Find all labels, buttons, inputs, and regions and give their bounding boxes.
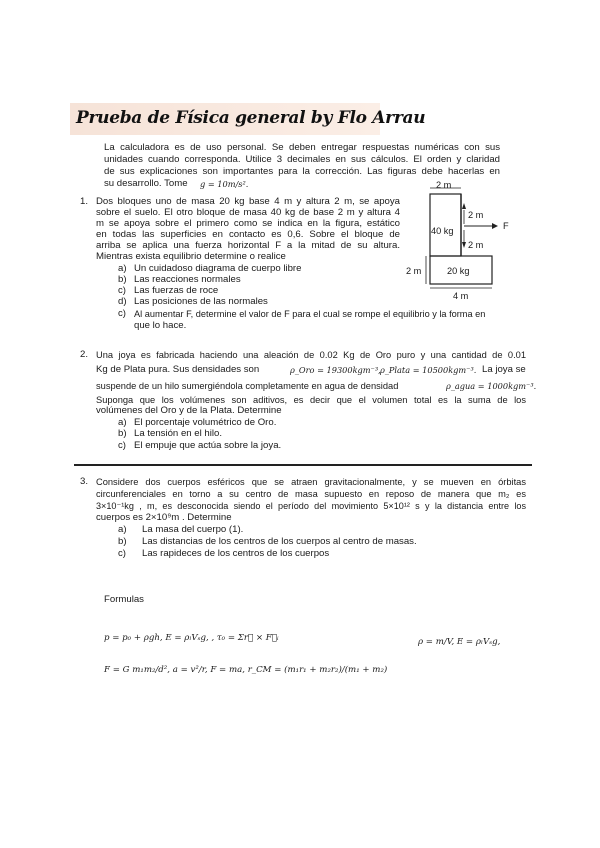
lower-dim-arrow-down [462,242,466,248]
problem-1-item-a-label: a) [118,263,127,274]
problem-1-line-3: m se apoya sobre el primero como se indica en la figura, estático [96,218,400,229]
problem-1-line-6: Mientras exista equilibrio determine o realice [96,251,286,262]
intro-line-2: unidades cuando corresponda. Utilice 3 decimales en sus cálculos. El orden y claridad [104,154,500,165]
problem-3-item-c-label: c) [118,548,126,559]
upper-dim-arrow-up [462,203,466,209]
force-arrow-head [492,223,498,229]
problem-1-line-2: sobre el suelo. El otro bloque de masa 40 kg de base 2 m y altura 4 [96,207,400,218]
formula-line-1: p = p₀ + ρgh, E = ρₗVₛg, , τ₀ = Σr⃗ × F⃗ᵢ [104,633,279,643]
rho-gold: ρ_Oro = 19300kgm⁻³, [290,365,381,375]
problem-3-item-a: La masa del cuerpo (1). [142,524,244,535]
problem-1-item-d: Las posiciones de las normales [134,296,268,307]
upper-block [430,194,461,256]
formulas-heading: Formulas [104,594,144,605]
top-width-label: 2 m [436,180,452,190]
problem-1-item-e: Al aumentar F, determine el valor de F para el cual se rompe el equilibrio y la forma en [134,309,486,319]
problem-1-item-b: Las reacciones normales [134,274,241,285]
problem-2-item-a-label: a) [118,417,127,428]
problem-3-number: 3. [80,476,89,487]
problem-1-item-c-label: c) [118,285,126,296]
problem-1-line-5: arriba se aplica una fuerza horizontal F a la mitad de su altura. [96,240,400,251]
problem-2-line-1: Una joya es fabricada haciendo una aleación de 0.02 Kg de Oro puro y una cantidad de 0.01 [96,350,526,360]
gravity-expression: g = 10m/s². [200,179,249,189]
problem-2-line-3a: suspende de un hilo sumergiéndola completamente en agua de densidad [96,381,399,391]
problem-1-number: 1. [80,196,89,207]
problem-3-line-2: circunferenciales en torno a su centro de masa supuesto en reposo de manera que m₂ es [96,489,526,499]
problem-3-item-c: Las rapideces de los centros de los cuerpos [142,548,330,559]
problem-3-item-a-label: a) [118,524,127,535]
problem-3-line-3: 3×10⁻¹kg , m, es desconocida siendo el período del movimiento 5×10¹² s y la distancia entre los [96,501,526,511]
force-label: F [503,221,509,231]
lower-height-label: 2 m [468,240,484,250]
intro-line-1: La calculadora es de uso personal. Se deben entregar respuestas numéricas con sus [104,142,500,153]
problem-1-item-d-label: d) [118,296,127,307]
problem-3-item-b-label: b) [118,536,127,547]
bottom-mass-label: 20 kg [447,266,470,276]
problem-2-item-c-label: c) [118,440,126,451]
intro-line-4: su desarrollo. Tome [104,178,188,189]
problem-1-item-e-cont: que lo hace. [134,320,187,331]
intro-line-3: de sus explicaciones son importantes para la corrección. Las figuras debe hacerlas en [104,166,500,177]
problem-3-line-4: cuerpos es 2×10⁹m . Determine [96,512,232,523]
problem-1-item-b-label: b) [118,274,127,285]
problem-3-line-1: Considere dos cuerpos esféricos que se atraen gravitacionalmente, y se mueven en órbitas [96,477,526,487]
bottom-height-label: 2 m [406,266,422,276]
bottom-width-label: 4 m [453,291,469,301]
problem-2-number: 2. [80,349,89,360]
problem-1-line-4: en todas las superficies en contacto es 0,6. Sobre el bloque de [96,229,400,240]
formula-density-buoyancy: ρ = m/V, E = ρₗVₛg, [418,637,501,647]
problem-1-item-a: Un cuidadoso diagrama de cuerpo libre [134,263,302,274]
section-divider [74,464,532,466]
problem-3-item-b: Las distancias de los centros de los cuerpos al centro de masas. [142,536,417,547]
problem-2-item-c: El empuje que actúa sobre la joya. [134,440,282,451]
problem-2-item-b: La tensión en el hilo. [134,428,223,439]
problem-2-line-2a: Kg de Plata pura. Sus densidades son [96,364,260,375]
problem-1-item-e-label: c) [118,308,126,319]
upper-height-label: 2 m [468,210,484,220]
rho-silver: ρ_Plata = 10500kgm⁻³. [380,365,477,375]
top-mass-label: 40 kg [431,226,454,236]
problem-2-item-b-label: b) [118,428,127,439]
problem-2-item-a: El porcentaje volumétrico de Oro. [134,417,277,428]
blocks-diagram [400,178,535,303]
formula-line-2: F = G m₁m₂/d², a = v²/r, F = ma, r_CM = (m₁r₁ + m₂r₂)/(m₁ + m₂) [104,665,388,675]
problem-2-line-4: Suponga que los volúmenes son aditivos, es decir que el volumen total es la suma de los [96,395,526,405]
rho-water: ρ_agua = 1000kgm⁻³. [446,381,537,391]
problem-1-line-1: Dos bloques uno de masa 20 kg base 4 m y altura 2 m, se apoya [96,196,400,207]
problem-2-line-2b: La joya se [482,364,526,375]
page-title: Prueba de Física general by Flo Arrau [76,108,426,128]
problem-2-line-5: volúmenes del Oro y de la Plata. Determine [96,405,282,416]
problem-1-item-c: Las fuerzas de roce [134,285,219,296]
